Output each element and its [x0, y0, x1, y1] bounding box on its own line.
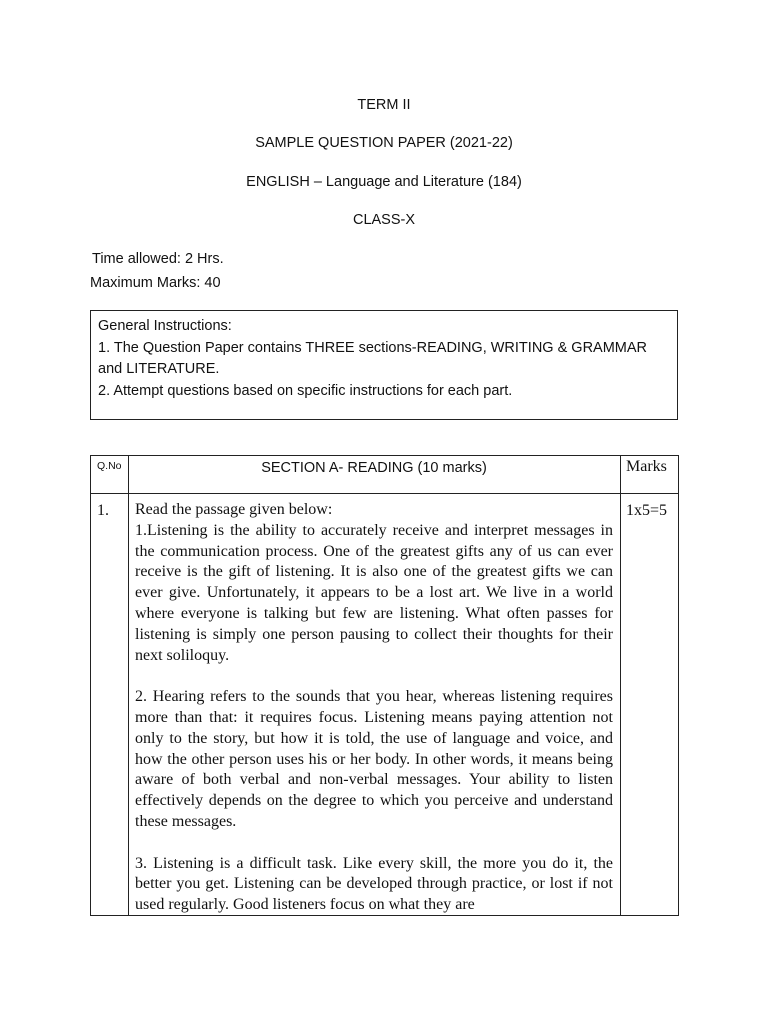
general-instructions-box — [90, 310, 678, 420]
passage-paragraph: 2. Hearing refers to the sounds that you hear, whereas listening requires more than that: it requires focus. Listening means paying attention not only to the story, but how it is told, the use of language and voice, and how the other person uses his or her body. In other words, it means being aware of both verbal and non-verbal messages. Your ability to listen effectively depends on the degree to which you perceive and understand these messages. — [135, 688, 613, 830]
question-marks: 1x5=5 — [626, 502, 668, 519]
instruction-item-2: 2. Attempt questions based on specific instructions for each part. — [98, 382, 513, 399]
section-title: SECTION A- READING (10 marks) — [261, 460, 487, 476]
question-table — [90, 455, 679, 916]
paper-title: SAMPLE QUESTION PAPER (2021-22) — [255, 135, 513, 151]
marks-column-header: Marks — [626, 458, 667, 475]
time-allowed: Time allowed: 2 Hrs. — [92, 251, 224, 267]
table-header-divider — [91, 493, 678, 494]
term-heading: TERM II — [357, 97, 411, 113]
table-divider-qno — [128, 456, 129, 915]
instruction-item-1: 1. The Question Paper contains THREE sections-READING, WRITING & GRAMMAR and LITERATURE. — [98, 339, 648, 377]
question-number: 1. — [97, 502, 109, 519]
passage-paragraph: 3. Listening is a difficult task. Like every skill, the more you do it, the better you get. Listening can be developed through practice, or lost if not used regularly. Good listeners focus on what they are — [135, 854, 613, 914]
reading-passage — [135, 500, 613, 914]
passage-paragraph: 1.Listening is the ability to accurately receive and interpret messages in the communication process. One of the greatest gifts any of us can ever receive is the gift of listening. It is also one of the greatest gifts we can ever give. Unfortunately, it appears to be a lost art. We live in a world where everyone is talking but few are listening. What often passes for listening is simply one person pausing to collect their thoughts for their next soliloquy. — [135, 521, 613, 664]
subject-title: ENGLISH – Language and Literature (184) — [246, 174, 522, 190]
passage-intro: Read the passage given below: — [135, 501, 333, 518]
table-divider-marks — [620, 456, 621, 915]
instructions-title: General Instructions: — [98, 318, 232, 334]
maximum-marks: Maximum Marks: 40 — [90, 275, 221, 291]
class-heading: CLASS-X — [352, 212, 416, 228]
qno-column-header: Q.No — [97, 460, 122, 472]
